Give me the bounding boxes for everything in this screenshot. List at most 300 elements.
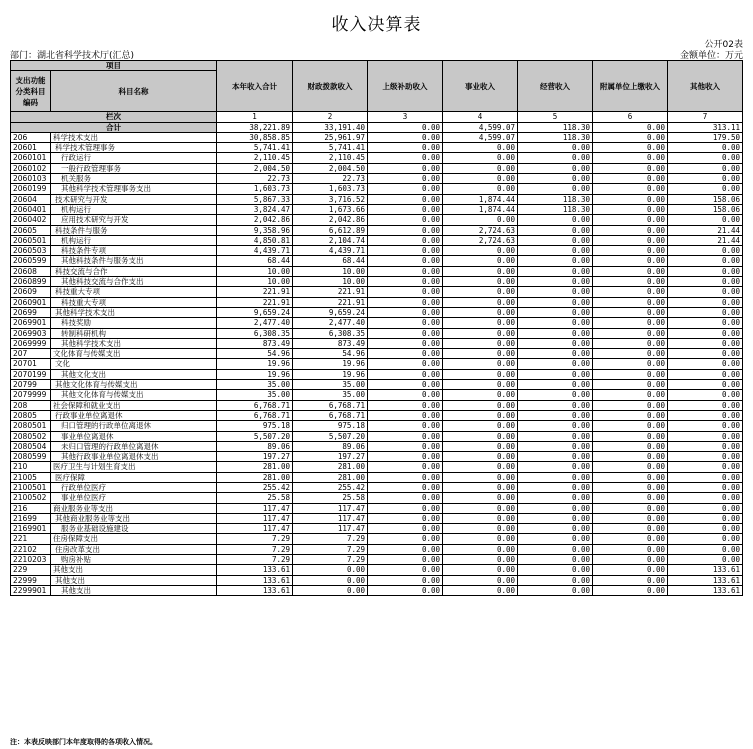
amount-cell: 0.00 (518, 503, 593, 513)
fiscal-appropriation-header: 财政拨款收入 (293, 61, 368, 112)
subject-code: 20601 (11, 143, 51, 153)
amount-cell: 0.00 (593, 400, 668, 410)
amount-cell: 2,110.45 (293, 153, 368, 163)
amount-cell: 0.00 (443, 359, 518, 369)
subject-name: 机构运行 (51, 235, 217, 245)
amount-cell: 0.00 (518, 256, 593, 266)
amount-cell: 0.00 (518, 421, 593, 431)
subject-name: 其他行政事业单位离退休支出 (51, 452, 217, 462)
amount-cell: 9,659.24 (293, 307, 368, 317)
table-row (11, 472, 743, 482)
subject-name: 购房补贴 (51, 555, 217, 565)
amount-cell: 0.00 (443, 565, 518, 575)
amount-cell: 0.00 (518, 534, 593, 544)
subject-name: 一般行政管理事务 (51, 163, 217, 173)
subject-name: 科技条件专项 (51, 246, 217, 256)
amount-cell: 117.47 (293, 524, 368, 534)
amount-cell: 0.00 (368, 513, 443, 523)
amount-cell: 89.06 (293, 441, 368, 451)
amount-cell: 6,768.71 (293, 410, 368, 420)
amount-cell: 0.00 (668, 338, 743, 348)
amount-cell: 133.61 (217, 575, 293, 585)
subunit-income-header: 附属单位上缴收入 (593, 61, 668, 112)
amount-cell: 0.00 (593, 565, 668, 575)
amount-cell: 0.00 (443, 246, 518, 256)
amount-cell: 0.00 (668, 431, 743, 441)
amount-cell: 0.00 (518, 431, 593, 441)
item-header: 项目 (11, 61, 217, 71)
amount-cell: 0.00 (518, 472, 593, 482)
amount-cell: 0.00 (518, 297, 593, 307)
amount-cell: 0.00 (668, 369, 743, 379)
subject-code: 20699 (11, 307, 51, 317)
amount-cell: 118.30 (518, 204, 593, 214)
subject-code: 2100502 (11, 493, 51, 503)
table-body (11, 132, 743, 595)
amount-cell: 1,673.66 (293, 204, 368, 214)
amount-cell: 0.00 (443, 534, 518, 544)
amount-cell: 35.00 (293, 390, 368, 400)
table-row (11, 482, 743, 492)
subject-name: 其他科学技术支出 (51, 338, 217, 348)
subject-name: 其他商业服务业等支出 (51, 513, 217, 523)
subject-name: 服务业基础设施建设 (51, 524, 217, 534)
amount-cell: 35.00 (217, 380, 293, 390)
amount-cell: 0.00 (443, 143, 518, 153)
amount-cell: 0.00 (443, 482, 518, 492)
total-value: 313.11 (668, 122, 743, 132)
table-row (11, 359, 743, 369)
amount-cell: 0.00 (443, 503, 518, 513)
subject-code: 2060599 (11, 256, 51, 266)
table-row (11, 215, 743, 225)
amount-cell: 0.00 (668, 524, 743, 534)
table-row (11, 277, 743, 287)
amount-cell: 6,308.35 (217, 328, 293, 338)
subject-code: 2060199 (11, 184, 51, 194)
amount-cell: 0.00 (668, 421, 743, 431)
amount-cell: 0.00 (443, 472, 518, 482)
table-row (11, 575, 743, 585)
amount-cell: 0.00 (443, 277, 518, 287)
subject-name: 转制科研机构 (51, 328, 217, 338)
amount-cell: 0.00 (368, 441, 443, 451)
table-row (11, 235, 743, 245)
amount-cell: 255.42 (293, 482, 368, 492)
superior-subsidy-header: 上级补助收入 (368, 61, 443, 112)
subject-code: 216 (11, 503, 51, 513)
amount-cell: 0.00 (518, 287, 593, 297)
table-row (11, 585, 743, 595)
amount-cell: 21.44 (668, 235, 743, 245)
table-row (11, 153, 743, 163)
amount-cell: 0.00 (668, 462, 743, 472)
amount-cell: 0.00 (368, 318, 443, 328)
subject-code: 2060101 (11, 153, 51, 163)
amount-cell: 975.18 (293, 421, 368, 431)
total-value: 4,599.07 (443, 122, 518, 132)
amount-cell: 0.00 (668, 534, 743, 544)
amount-cell: 0.00 (368, 390, 443, 400)
amount-cell: 2,724.63 (443, 235, 518, 245)
amount-cell: 873.49 (293, 338, 368, 348)
amount-cell: 0.00 (368, 307, 443, 317)
amount-cell: 0.00 (593, 524, 668, 534)
amount-cell: 0.00 (668, 472, 743, 482)
amount-cell: 117.47 (217, 503, 293, 513)
amount-cell: 255.42 (217, 482, 293, 492)
amount-cell: 0.00 (368, 524, 443, 534)
amount-cell: 0.00 (593, 390, 668, 400)
amount-cell: 0.00 (668, 482, 743, 492)
amount-cell: 0.00 (443, 369, 518, 379)
amount-cell: 0.00 (593, 349, 668, 359)
amount-cell: 0.00 (368, 184, 443, 194)
subject-name: 机关服务 (51, 174, 217, 184)
amount-cell: 0.00 (593, 472, 668, 482)
amount-cell: 0.00 (368, 555, 443, 565)
subject-name: 其他科学技术支出 (51, 307, 217, 317)
amount-cell: 0.00 (368, 235, 443, 245)
amount-cell: 0.00 (518, 441, 593, 451)
amount-cell: 0.00 (518, 524, 593, 534)
amount-cell: 0.00 (293, 585, 368, 595)
amount-cell: 5,741.41 (217, 143, 293, 153)
amount-cell: 5,741.41 (293, 143, 368, 153)
amount-cell: 4,850.81 (217, 235, 293, 245)
amount-cell: 0.00 (518, 328, 593, 338)
amount-cell: 0.00 (593, 338, 668, 348)
table-row (11, 493, 743, 503)
subject-name: 归口管理的行政单位离退休 (51, 421, 217, 431)
total-value: 0.00 (593, 122, 668, 132)
amount-cell: 19.96 (217, 359, 293, 369)
amount-cell: 7.29 (293, 544, 368, 554)
amount-cell: 0.00 (368, 493, 443, 503)
amount-cell: 0.00 (368, 349, 443, 359)
amount-cell: 9,358.96 (217, 225, 293, 235)
amount-cell: 0.00 (443, 184, 518, 194)
subject-code: 21005 (11, 472, 51, 482)
amount-cell: 0.00 (668, 544, 743, 554)
amount-cell: 0.00 (368, 297, 443, 307)
amount-cell: 0.00 (593, 277, 668, 287)
other-income-header: 其他收入 (668, 61, 743, 112)
amount-cell: 133.61 (217, 565, 293, 575)
function-code-header: 支出功能分类科目编码 (11, 71, 51, 112)
amount-cell: 0.00 (593, 380, 668, 390)
amount-cell: 0.00 (593, 441, 668, 451)
subject-code: 2080501 (11, 421, 51, 431)
amount-cell: 0.00 (593, 235, 668, 245)
subject-name: 行政单位医疗 (51, 482, 217, 492)
column-number: 3 (368, 112, 443, 122)
amount-cell: 0.00 (593, 287, 668, 297)
subject-name: 科学技术支出 (51, 132, 217, 142)
amount-cell: 0.00 (443, 441, 518, 451)
amount-cell: 0.00 (368, 544, 443, 554)
footnote: 注：本表反映部门本年度取得的各项收入情况。 (10, 738, 157, 746)
amount-cell: 1,874.44 (443, 204, 518, 214)
table-row (11, 307, 743, 317)
amount-cell: 7.29 (293, 534, 368, 544)
amount-cell: 0.00 (668, 555, 743, 565)
table-row (11, 225, 743, 235)
amount-cell: 0.00 (593, 452, 668, 462)
column-number: 1 (217, 112, 293, 122)
amount-cell: 1,603.73 (293, 184, 368, 194)
subject-name: 科学技术管理事务 (51, 143, 217, 153)
amount-cell: 4,439.71 (293, 246, 368, 256)
amount-cell: 975.18 (217, 421, 293, 431)
amount-cell: 19.96 (293, 359, 368, 369)
subject-name: 未归口管理的行政单位离退休 (51, 441, 217, 451)
table-row (11, 431, 743, 441)
amount-cell: 35.00 (217, 390, 293, 400)
total-income-header: 本年收入合计 (217, 61, 293, 112)
amount-cell: 0.00 (668, 215, 743, 225)
amount-cell: 0.00 (668, 441, 743, 451)
amount-cell: 0.00 (368, 246, 443, 256)
table-row (11, 338, 743, 348)
amount-cell: 117.47 (217, 513, 293, 523)
subject-name: 科技条件与服务 (51, 225, 217, 235)
amount-cell: 0.00 (518, 369, 593, 379)
amount-cell: 0.00 (518, 184, 593, 194)
amount-cell: 0.00 (443, 452, 518, 462)
subject-name: 技术研究与开发 (51, 194, 217, 204)
subject-code: 2079999 (11, 390, 51, 400)
subject-name: 其他科技交流与合作支出 (51, 277, 217, 287)
subject-code: 2080599 (11, 452, 51, 462)
amount-cell: 0.00 (368, 565, 443, 575)
amount-cell: 0.00 (593, 246, 668, 256)
total-value: 0.00 (368, 122, 443, 132)
amount-cell: 0.00 (518, 565, 593, 575)
table-row (11, 163, 743, 173)
total-value: 33,191.40 (293, 122, 368, 132)
subject-code: 2060103 (11, 174, 51, 184)
amount-cell: 0.00 (518, 277, 593, 287)
subject-name: 科技重大专项 (51, 297, 217, 307)
subject-name: 应用技术研究与开发 (51, 215, 217, 225)
amount-cell: 281.00 (217, 462, 293, 472)
amount-cell: 0.00 (443, 431, 518, 441)
amount-cell: 22.73 (217, 174, 293, 184)
subject-name: 其他文化体育与传媒支出 (51, 390, 217, 400)
amount-cell: 2,110.45 (217, 153, 293, 163)
amount-cell: 2,004.50 (293, 163, 368, 173)
amount-cell: 0.00 (668, 297, 743, 307)
amount-cell: 0.00 (443, 585, 518, 595)
amount-cell: 133.61 (668, 575, 743, 585)
amount-cell: 0.00 (368, 462, 443, 472)
amount-cell: 179.50 (668, 132, 743, 142)
column-number: 6 (593, 112, 668, 122)
subject-code: 20701 (11, 359, 51, 369)
amount-cell: 0.00 (443, 174, 518, 184)
amount-cell: 3,824.47 (217, 204, 293, 214)
amount-cell: 2,104.74 (293, 235, 368, 245)
subject-name: 其他科学技术管理事务支出 (51, 184, 217, 194)
amount-cell: 0.00 (668, 143, 743, 153)
amount-cell: 0.00 (443, 266, 518, 276)
subject-code: 2080504 (11, 441, 51, 451)
amount-cell: 6,768.71 (217, 400, 293, 410)
amount-cell: 0.00 (518, 513, 593, 523)
amount-cell: 0.00 (368, 585, 443, 595)
amount-cell: 0.00 (593, 132, 668, 142)
subject-code: 2069999 (11, 338, 51, 348)
amount-cell: 0.00 (593, 215, 668, 225)
table-row (11, 194, 743, 204)
amount-cell: 1,874.44 (443, 194, 518, 204)
table-row (11, 452, 743, 462)
amount-cell: 0.00 (668, 400, 743, 410)
amount-cell: 0.00 (518, 400, 593, 410)
amount-cell: 0.00 (593, 431, 668, 441)
amount-cell: 0.00 (593, 266, 668, 276)
amount-cell: 21.44 (668, 225, 743, 235)
amount-cell: 10.00 (293, 266, 368, 276)
amount-cell: 117.47 (293, 513, 368, 523)
amount-cell: 118.30 (518, 194, 593, 204)
subject-code: 207 (11, 349, 51, 359)
subject-code: 20609 (11, 287, 51, 297)
amount-cell: 25.58 (293, 493, 368, 503)
amount-cell: 0.00 (368, 534, 443, 544)
subject-name: 事业单位医疗 (51, 493, 217, 503)
amount-cell: 0.00 (518, 544, 593, 554)
amount-cell: 0.00 (518, 174, 593, 184)
amount-cell: 0.00 (593, 307, 668, 317)
amount-cell: 6,768.71 (217, 410, 293, 420)
amount-cell: 54.96 (293, 349, 368, 359)
amount-cell: 0.00 (668, 266, 743, 276)
amount-cell: 0.00 (593, 575, 668, 585)
amount-cell: 0.00 (368, 328, 443, 338)
amount-cell: 0.00 (668, 380, 743, 390)
amount-cell: 0.00 (368, 277, 443, 287)
amount-cell: 0.00 (518, 153, 593, 163)
operating-income-header: 经营收入 (518, 61, 593, 112)
amount-cell: 6,612.89 (293, 225, 368, 235)
amount-cell: 0.00 (368, 153, 443, 163)
amount-cell: 0.00 (518, 482, 593, 492)
amount-cell: 118.30 (518, 132, 593, 142)
subject-name: 行政运行 (51, 153, 217, 163)
subject-code: 2070199 (11, 369, 51, 379)
amount-cell: 0.00 (593, 225, 668, 235)
subject-name: 其他文化体育与传媒支出 (51, 380, 217, 390)
amount-cell: 0.00 (443, 575, 518, 585)
department-label: 部门：湖北省科学技术厅(汇总) (10, 51, 135, 61)
amount-cell: 0.00 (668, 513, 743, 523)
subject-name: 事业单位离退休 (51, 431, 217, 441)
subject-code: 22999 (11, 575, 51, 585)
amount-cell: 0.00 (668, 174, 743, 184)
total-value: 118.30 (518, 122, 593, 132)
amount-cell: 0.00 (518, 163, 593, 173)
table-row (11, 143, 743, 153)
amount-cell: 0.00 (593, 369, 668, 379)
amount-cell: 0.00 (668, 184, 743, 194)
amount-cell: 0.00 (368, 256, 443, 266)
amount-cell: 0.00 (368, 482, 443, 492)
table-row (11, 174, 743, 184)
amount-cell: 0.00 (368, 380, 443, 390)
subject-name: 医疗卫生与计划生育支出 (51, 462, 217, 472)
column-number: 4 (443, 112, 518, 122)
subject-name: 科技奖励 (51, 318, 217, 328)
amount-cell: 133.61 (217, 585, 293, 595)
amount-cell: 0.00 (518, 266, 593, 276)
subject-code: 229 (11, 565, 51, 575)
table-row (11, 410, 743, 420)
amount-cell: 25,961.97 (293, 132, 368, 142)
amount-cell: 0.00 (593, 493, 668, 503)
amount-cell: 0.00 (368, 410, 443, 420)
table-row (11, 349, 743, 359)
subject-name: 医疗保障 (51, 472, 217, 482)
table-row (11, 524, 743, 534)
amount-cell: 0.00 (443, 555, 518, 565)
subject-code: 2060901 (11, 297, 51, 307)
amount-cell: 0.00 (443, 493, 518, 503)
amount-cell: 0.00 (593, 410, 668, 420)
amount-cell: 0.00 (668, 503, 743, 513)
amount-cell: 4,599.07 (443, 132, 518, 142)
subject-name: 其他科技条件与服务支出 (51, 256, 217, 266)
amount-cell: 0.00 (443, 256, 518, 266)
subject-code: 20605 (11, 225, 51, 235)
subject-name: 其他文化支出 (51, 369, 217, 379)
amount-cell: 0.00 (518, 307, 593, 317)
amount-cell: 2,042.86 (217, 215, 293, 225)
total-value: 38,221.89 (217, 122, 293, 132)
column-number: 2 (293, 112, 368, 122)
subject-code: 2060102 (11, 163, 51, 173)
amount-cell: 4,439.71 (217, 246, 293, 256)
amount-cell: 0.00 (368, 204, 443, 214)
table-row (11, 513, 743, 523)
amount-cell: 0.00 (593, 513, 668, 523)
amount-cell: 0.00 (593, 421, 668, 431)
amount-cell: 0.00 (593, 534, 668, 544)
amount-cell: 0.00 (518, 349, 593, 359)
table-row (11, 555, 743, 565)
subject-name: 行政事业单位离退休 (51, 410, 217, 420)
amount-cell: 0.00 (443, 318, 518, 328)
amount-cell: 0.00 (443, 380, 518, 390)
table-row (11, 462, 743, 472)
amount-cell: 2,042.86 (293, 215, 368, 225)
table-row (11, 204, 743, 214)
amount-cell: 0.00 (668, 318, 743, 328)
amount-cell: 281.00 (293, 462, 368, 472)
column-number-label: 栏次 (11, 112, 217, 122)
amount-cell: 6,768.71 (293, 400, 368, 410)
subject-name: 文化体育与传媒支出 (51, 349, 217, 359)
amount-cell: 158.06 (668, 194, 743, 204)
amount-cell: 281.00 (293, 472, 368, 482)
subject-code: 20805 (11, 410, 51, 420)
amount-cell: 0.00 (518, 462, 593, 472)
amount-cell: 0.00 (368, 132, 443, 142)
amount-cell: 0.00 (443, 462, 518, 472)
subject-name: 文化 (51, 359, 217, 369)
amount-cell: 197.27 (293, 452, 368, 462)
